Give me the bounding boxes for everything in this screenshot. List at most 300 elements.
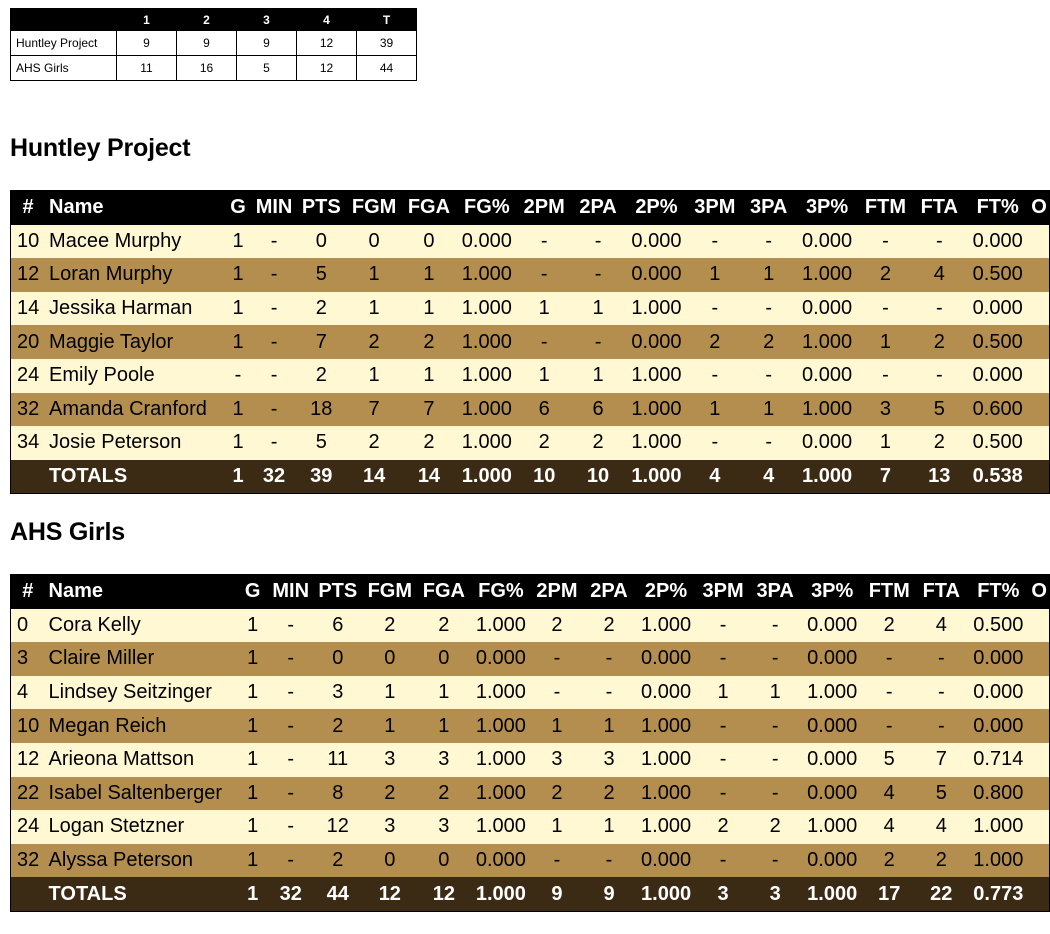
cell-player-name: Loran Murphy: [49, 263, 173, 286]
player-row: [11, 609, 1050, 643]
cell-fta: -: [935, 364, 943, 387]
cell-jersey-number: 0: [17, 613, 29, 636]
cell-2pm: 6: [538, 397, 550, 420]
cell-fta: 2: [933, 431, 945, 454]
cell-2pa: -: [594, 263, 602, 286]
cell-jersey-number: 20: [17, 330, 40, 353]
cell-points: 6: [332, 613, 344, 636]
cell-3pm: -: [719, 748, 727, 771]
team-title-away: AHS Girls: [10, 518, 125, 546]
cell-3p-pct: 1.000: [802, 263, 853, 286]
cell-ft-pct: 0.600: [972, 397, 1023, 420]
line-score-table: [10, 8, 417, 81]
cell-2pa: -: [605, 681, 613, 704]
cell-3pa: -: [765, 364, 772, 387]
cell-2pm: -: [553, 849, 561, 872]
cell-fg-pct: 1.000: [461, 330, 512, 353]
totals-overflow: [1029, 460, 1049, 494]
column-header-ftm: FTM: [868, 580, 910, 603]
cell-2p-pct: 1.000: [631, 431, 682, 454]
cell-games: 1: [232, 330, 244, 353]
cell-2pa: 2: [603, 781, 615, 804]
cell-3pa: 2: [769, 815, 781, 838]
cell-3p-pct: 0.000: [807, 613, 858, 636]
cell-2p-pct: 0.000: [641, 681, 692, 704]
column-header-ft-pct: FT%: [977, 580, 1020, 603]
cell-points: 2: [332, 849, 344, 872]
cell-2pa: 1: [603, 815, 615, 838]
cell-jersey-number: 22: [17, 781, 40, 804]
column-header-points: PTS: [301, 196, 341, 219]
cell-fg-pct: 1.000: [461, 397, 512, 420]
cell-points: 8: [332, 781, 344, 804]
cell-ft-pct: 0.500: [972, 263, 1023, 286]
cell-3p-pct: 0.000: [807, 849, 858, 872]
line-score-row: [11, 56, 417, 81]
cell-2pm: 1: [538, 297, 550, 320]
cell-fg-pct: 1.000: [475, 714, 526, 737]
line-score-cell: 5: [237, 56, 297, 81]
column-header-3p-pct: 3P%: [811, 580, 854, 603]
cell-3pm: -: [719, 714, 727, 737]
totals-fta: 13: [928, 465, 951, 488]
cell-player-name: Jessika Harman: [49, 297, 193, 320]
totals-player-name: TOTALS: [49, 465, 128, 488]
player-row: [11, 258, 1050, 292]
cell-2p-pct: 0.000: [631, 263, 682, 286]
cell-fta: 4: [935, 613, 947, 636]
column-header-fg-pct: FG%: [464, 196, 510, 219]
cell-ft-pct: 0.000: [973, 647, 1024, 670]
cell-ft-pct: 0.000: [973, 714, 1024, 737]
cell-fga: 0: [438, 647, 450, 670]
cell-overflow: [1029, 258, 1049, 292]
cell-ft-pct: 1.000: [973, 815, 1024, 838]
cell-fga: 2: [423, 431, 435, 454]
cell-fta: 5: [935, 781, 947, 804]
cell-2p-pct: 1.000: [631, 397, 682, 420]
cell-ftm: 4: [883, 815, 895, 838]
column-header-2pa: 2PA: [579, 196, 617, 219]
cell-2pa: 3: [603, 748, 615, 771]
totals-row: [11, 460, 1050, 494]
cell-fga: 1: [423, 297, 435, 320]
cell-fg-pct: 1.000: [461, 263, 512, 286]
player-row: [11, 844, 1050, 878]
totals-3pm: 3: [717, 882, 729, 905]
cell-fgm: 2: [384, 781, 396, 804]
cell-2pm: -: [540, 263, 548, 286]
cell-games: 1: [232, 263, 244, 286]
cell-fga: 2: [423, 330, 435, 353]
cell-player-name: Logan Stetzner: [48, 815, 185, 838]
cell-fga: 1: [438, 714, 450, 737]
cell-3pm: -: [719, 849, 727, 872]
player-row: [11, 359, 1050, 393]
cell-3pa: 1: [763, 263, 775, 286]
cell-minutes: -: [287, 748, 295, 771]
totals-fgm: 14: [362, 465, 386, 488]
column-header-fga: FGA: [407, 196, 451, 219]
player-row: [11, 810, 1050, 844]
cell-3pm: 2: [717, 815, 729, 838]
header-row: [11, 191, 1050, 225]
column-header-ftm: FTM: [864, 196, 906, 219]
cell-fg-pct: 1.000: [461, 364, 512, 387]
cell-fgm: 1: [368, 364, 380, 387]
cell-player-name: Cora Kelly: [48, 613, 141, 636]
line-score-header-row: [11, 9, 417, 31]
cell-overflow: [1029, 709, 1049, 743]
totals-fga: 14: [417, 465, 441, 488]
cell-3pm: 2: [709, 330, 721, 353]
cell-3p-pct: 1.000: [802, 397, 853, 420]
cell-fta: 4: [935, 815, 947, 838]
column-header-3p-pct: 3P%: [805, 196, 849, 219]
cell-points: 5: [315, 263, 327, 286]
cell-2pa: 1: [592, 297, 604, 320]
cell-3pa: -: [771, 714, 779, 737]
cell-3pa: -: [771, 647, 779, 670]
cell-3pm: -: [711, 364, 719, 387]
cell-overflow: [1029, 393, 1049, 427]
cell-ftm: 1: [879, 330, 892, 353]
column-header-jersey-number: #: [22, 580, 34, 603]
cell-minutes: -: [270, 431, 278, 454]
cell-3pa: 2: [763, 330, 775, 353]
column-header-2p-pct: 2P%: [644, 580, 688, 603]
cell-fta: -: [937, 714, 945, 737]
cell-2pa: -: [594, 330, 602, 353]
cell-2p-pct: 1.000: [641, 815, 692, 838]
cell-ftm: -: [885, 647, 893, 670]
cell-fg-pct: 1.000: [475, 781, 526, 804]
cell-2pm: -: [553, 647, 561, 670]
box-score-table-home: [10, 190, 1050, 494]
cell-2p-pct: 0.000: [641, 849, 692, 872]
column-header-2pm: 2PM: [523, 196, 565, 219]
cell-minutes: -: [270, 297, 278, 320]
column-header-fgm: FGM: [351, 196, 397, 219]
player-row: [11, 426, 1050, 460]
cell-points: 2: [315, 297, 327, 320]
cell-3pa: -: [771, 748, 779, 771]
column-header-fgm: FGM: [367, 580, 413, 603]
cell-ft-pct: 0.000: [973, 681, 1024, 704]
column-header-minutes: MIN: [255, 196, 293, 219]
cell-minutes: -: [287, 815, 295, 838]
cell-minutes: -: [270, 364, 278, 387]
cell-fgm: 3: [384, 748, 396, 771]
cell-3pm: 1: [709, 263, 721, 286]
cell-jersey-number: 24: [17, 815, 40, 838]
column-header-3pm: 3PM: [702, 580, 744, 603]
cell-2p-pct: 1.000: [641, 714, 692, 737]
line-score-header-q4: 4: [297, 9, 357, 31]
player-row: [11, 292, 1050, 326]
cell-ft-pct: 0.000: [972, 364, 1023, 387]
line-score-header-q1: 1: [117, 9, 177, 31]
cell-2pa: -: [605, 647, 613, 670]
cell-ftm: -: [885, 681, 893, 704]
cell-2pm: -: [553, 681, 561, 704]
cell-2p-pct: 0.000: [631, 330, 682, 353]
cell-ftm: -: [882, 297, 889, 320]
cell-2pm: 2: [551, 613, 563, 636]
line-score-row: [11, 31, 417, 56]
cell-games: 1: [247, 849, 259, 872]
cell-fgm: 1: [384, 714, 396, 737]
cell-overflow: [1029, 777, 1049, 811]
cell-jersey-number: 12: [17, 263, 40, 286]
cell-2pa: 2: [603, 613, 615, 636]
player-row: [11, 777, 1050, 811]
cell-minutes: -: [287, 849, 295, 872]
cell-minutes: -: [270, 330, 278, 353]
cell-jersey-number: 14: [17, 297, 40, 320]
cell-2pa: 1: [603, 714, 615, 737]
totals-jersey-number: [11, 877, 45, 911]
totals-player-name: TOTALS: [48, 882, 127, 905]
totals-points: 39: [310, 465, 333, 488]
column-header-2pa: 2PA: [590, 580, 628, 603]
column-header-player-name: Name: [49, 196, 104, 219]
cell-3pa: -: [771, 849, 779, 872]
cell-fg-pct: 1.000: [475, 613, 526, 636]
cell-fgm: 1: [368, 297, 380, 320]
totals-2pm: 9: [551, 882, 563, 905]
cell-fgm: 1: [368, 263, 380, 286]
cell-3pa: 1: [763, 397, 775, 420]
cell-fgm: 0: [384, 849, 396, 872]
cell-3p-pct: 0.000: [807, 781, 858, 804]
totals-2pa: 9: [603, 882, 615, 905]
cell-fgm: 0: [368, 229, 380, 252]
cell-games: 1: [232, 431, 244, 454]
header-row: [11, 575, 1050, 609]
cell-points: 0: [332, 647, 344, 670]
cell-player-name: Alyssa Peterson: [48, 849, 194, 872]
cell-2p-pct: 1.000: [641, 613, 692, 636]
cell-ftm: 3: [879, 397, 892, 420]
cell-3pa: -: [771, 613, 779, 636]
cell-3p-pct: 1.000: [807, 815, 858, 838]
cell-3p-pct: 0.000: [807, 714, 858, 737]
cell-points: 18: [310, 397, 333, 420]
totals-jersey-number: [11, 460, 46, 494]
cell-3p-pct: 0.000: [802, 297, 853, 320]
player-row: [11, 225, 1050, 259]
column-header-2p-pct: 2P%: [635, 196, 678, 219]
totals-2p-pct: 1.000: [641, 882, 692, 905]
cell-fga: 1: [423, 364, 435, 387]
cell-player-name: Isabel Saltenberger: [48, 781, 222, 804]
cell-fta: 5: [933, 397, 945, 420]
player-row: [11, 743, 1050, 777]
cell-3pa: -: [765, 229, 772, 252]
cell-fta: -: [935, 229, 943, 252]
team-title-home: Huntley Project: [10, 134, 191, 162]
cell-3pm: -: [711, 297, 719, 320]
cell-3p-pct: 1.000: [807, 681, 858, 704]
cell-player-name: Megan Reich: [48, 714, 167, 737]
cell-fga: 3: [438, 748, 450, 771]
totals-3p-pct: 1.000: [802, 465, 853, 488]
totals-fga: 12: [432, 882, 455, 905]
cell-3pm: -: [719, 613, 727, 636]
cell-fgm: 1: [384, 681, 396, 704]
cell-player-name: Amanda Cranford: [49, 397, 207, 420]
cell-minutes: -: [270, 229, 278, 252]
cell-fga: 2: [438, 781, 450, 804]
cell-ft-pct: 0.000: [972, 229, 1023, 252]
cell-minutes: -: [287, 681, 295, 704]
cell-overflow: [1029, 325, 1049, 359]
cell-ftm: 2: [879, 263, 892, 286]
cell-2pa: -: [605, 849, 613, 872]
cell-overflow: [1029, 642, 1049, 676]
line-score-header-team: [11, 9, 117, 31]
cell-fg-pct: 0.000: [475, 849, 526, 872]
cell-games: 1: [247, 681, 259, 704]
totals-3pa: 4: [763, 465, 775, 488]
cell-fga: 0: [423, 229, 435, 252]
cell-3pm: -: [711, 431, 719, 454]
cell-player-name: Arieona Mattson: [48, 748, 195, 771]
cell-ftm: 2: [883, 849, 895, 872]
cell-3p-pct: 0.000: [802, 229, 853, 252]
cell-player-name: Claire Miller: [48, 647, 155, 670]
line-score-cell: 11: [117, 56, 177, 81]
cell-fgm: 2: [384, 613, 396, 636]
line-score-cell: 9: [237, 31, 297, 56]
cell-3pm: -: [719, 781, 727, 804]
cell-jersey-number: 32: [17, 397, 40, 420]
line-score-cell: 12: [297, 31, 357, 56]
totals-3pm: 4: [709, 465, 721, 488]
cell-3pa: 1: [769, 681, 781, 704]
line-score-cell: 9: [177, 31, 237, 56]
line-score-cell: 39: [357, 31, 417, 56]
totals-row: [11, 877, 1050, 911]
cell-2pm: 3: [551, 748, 563, 771]
totals-2p-pct: 1.000: [631, 465, 682, 488]
column-header-fta: FTA: [922, 580, 960, 603]
totals-fgm: 12: [378, 882, 401, 905]
totals-overflow: [1029, 877, 1049, 911]
cell-fgm: 2: [368, 431, 380, 454]
cell-minutes: -: [287, 647, 295, 670]
cell-ft-pct: 0.500: [972, 330, 1023, 353]
cell-points: 12: [326, 815, 349, 838]
cell-2pm: -: [540, 229, 548, 252]
column-header-3pm: 3PM: [694, 196, 736, 219]
cell-points: 7: [315, 330, 327, 353]
totals-2pa: 10: [586, 465, 610, 488]
totals-minutes: 32: [262, 465, 286, 488]
cell-fga: 7: [423, 397, 435, 420]
cell-2pm: 1: [538, 364, 550, 387]
column-header-points: PTS: [318, 580, 358, 603]
player-row: [11, 393, 1050, 427]
cell-games: 1: [247, 647, 259, 670]
cell-jersey-number: 32: [17, 849, 40, 872]
cell-2pm: -: [540, 330, 548, 353]
totals-3pa: 3: [769, 882, 781, 905]
cell-fgm: 3: [384, 815, 396, 838]
cell-jersey-number: 4: [17, 681, 29, 704]
player-row: [11, 642, 1050, 676]
cell-player-name: Macee Murphy: [49, 229, 182, 252]
player-row: [11, 676, 1050, 710]
cell-ftm: 4: [883, 781, 895, 804]
column-header-fta: FTA: [920, 196, 958, 219]
column-header-overflow: O: [1031, 580, 1047, 603]
cell-2pa: -: [594, 229, 602, 252]
cell-2p-pct: 1.000: [631, 364, 682, 387]
cell-games: -: [234, 364, 242, 387]
cell-player-name: Josie Peterson: [49, 431, 182, 454]
cell-2pm: 2: [551, 781, 563, 804]
cell-minutes: -: [270, 263, 278, 286]
cell-fta: 2: [933, 330, 945, 353]
cell-3pa: -: [765, 297, 772, 320]
cell-3pm: 1: [717, 681, 729, 704]
totals-minutes: 32: [279, 882, 302, 905]
line-score-cell: 44: [357, 56, 417, 81]
cell-fg-pct: 1.000: [475, 681, 526, 704]
cell-points: 11: [327, 748, 349, 771]
cell-fg-pct: 0.000: [475, 647, 526, 670]
column-header-3pa: 3PA: [756, 580, 794, 603]
cell-overflow: [1029, 676, 1049, 710]
line-score-header-q2: 2: [177, 9, 237, 31]
column-header-fg-pct: FG%: [478, 580, 524, 603]
column-header-ft-pct: FT%: [976, 196, 1019, 219]
cell-3pa: -: [771, 781, 779, 804]
totals-ftm: 17: [878, 882, 901, 905]
line-score-cell: 16: [177, 56, 237, 81]
cell-minutes: -: [287, 714, 295, 737]
cell-fta: 4: [933, 263, 945, 286]
cell-fg-pct: 1.000: [475, 748, 526, 771]
column-header-player-name: Name: [48, 580, 104, 603]
cell-minutes: -: [287, 613, 295, 636]
line-score-team: Huntley Project: [11, 31, 117, 56]
cell-ftm: 5: [883, 748, 895, 771]
cell-fta: -: [937, 681, 945, 704]
cell-ft-pct: 0.500: [973, 613, 1024, 636]
cell-fg-pct: 0.000: [461, 229, 512, 252]
totals-ftm: 7: [879, 465, 892, 488]
line-score-header-total: T: [357, 9, 417, 31]
cell-3pm: -: [719, 647, 727, 670]
totals-fg-pct: 1.000: [475, 882, 526, 905]
totals-ft-pct: 0.538: [972, 465, 1023, 488]
cell-2p-pct: 0.000: [641, 647, 692, 670]
cell-3p-pct: 0.000: [802, 364, 853, 387]
player-row: [11, 709, 1050, 743]
cell-2pm: 1: [551, 815, 563, 838]
cell-2p-pct: 1.000: [631, 297, 682, 320]
cell-player-name: Emily Poole: [49, 364, 155, 387]
column-header-2pm: 2PM: [536, 580, 578, 603]
totals-2pm: 10: [533, 465, 556, 488]
cell-3p-pct: 1.000: [802, 330, 853, 353]
cell-points: 0: [315, 229, 327, 252]
cell-fga: 0: [438, 849, 450, 872]
cell-jersey-number: 10: [17, 229, 40, 252]
